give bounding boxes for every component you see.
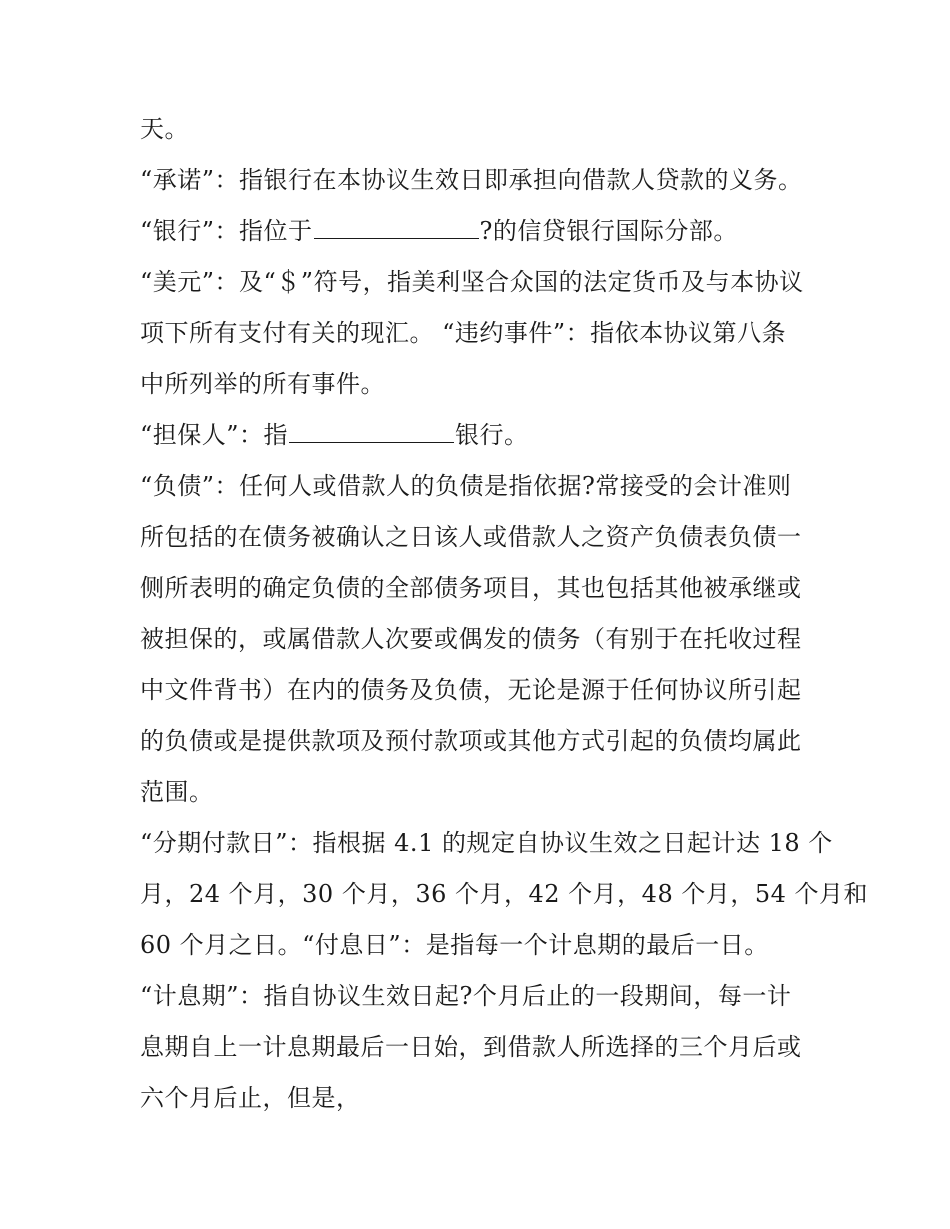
text-line: 项下所有支付有关的现汇。 “违约事件”：指依本协议第八条 xyxy=(140,319,787,347)
fill-in-blank xyxy=(314,208,479,239)
text-line: 中所列举的所有事件。 xyxy=(140,370,385,398)
text-line: 所包括的在债务被确认之日该人或借款人之资产负债表负债一 xyxy=(140,523,802,551)
text-line: 侧所表明的确定负债的全部债务项目，其也包括其他被承继或 xyxy=(140,574,802,602)
text-line: 月，24 个月，30 个月，36 个月，42 个月，48 个月，54 个月和 xyxy=(140,880,869,908)
text-line: “承诺”：指银行在本协议生效日即承担向借款人贷款的义务。 xyxy=(140,166,803,194)
text-line: 范围。 xyxy=(140,778,214,806)
document-body xyxy=(140,104,869,1124)
text-line-guarantor-definition xyxy=(140,410,820,461)
text-line: 六个月后止，但是， xyxy=(140,1084,361,1112)
text-line: 息期自上一计息期最后一日始，到借款人所选择的三个月后或 xyxy=(140,1033,802,1061)
text-line: “分期付款日”：指根据 4.1 的规定自协议生效之日起计达 18 个 xyxy=(140,829,833,857)
text-line: 60 个月之日。“付息日”：是指每一个计息期的最后一日。 xyxy=(140,931,769,959)
text-line: 中文件背书）在内的债务及负债，无论是源于任何协议所引起 xyxy=(140,676,802,704)
fill-in-blank xyxy=(289,412,454,443)
text-fragment: ?的信贷银行国际分部。 xyxy=(479,217,738,245)
text-fragment: 银行。 xyxy=(455,421,529,449)
text-line: “负债”：任何人或借款人的负债是指依据?常接受的会计准则 xyxy=(140,472,792,500)
text-line-bank-definition xyxy=(140,206,820,257)
text-fragment: “银行”：指位于 xyxy=(140,217,313,245)
text-line: 天。 xyxy=(140,115,189,143)
text-line: “计息期”：指自协议生效日起?个月后止的一段期间，每一计 xyxy=(140,982,792,1010)
text-line: “美元”：及“＄”符号，指美利坚合众国的法定货币及与本协议 xyxy=(140,268,804,296)
text-line: 的负债或是提供款项及预付款项或其他方式引起的负债均属此 xyxy=(140,727,802,755)
text-line: 被担保的，或属借款人次要或偶发的债务（有别于在托收过程 xyxy=(140,625,802,653)
text-fragment: “担保人”：指 xyxy=(140,421,289,449)
